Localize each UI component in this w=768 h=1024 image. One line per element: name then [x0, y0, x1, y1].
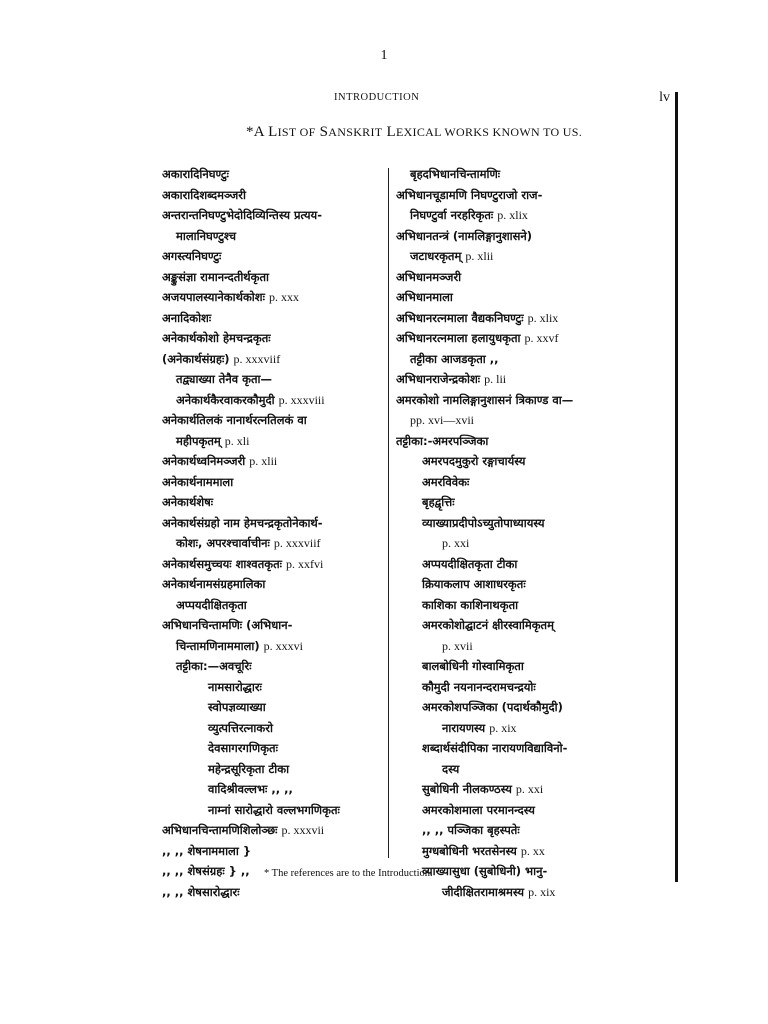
entry-text: अभिधानतन्त्रं (नामलिङ्गानुशासने) [396, 228, 533, 243]
entry-text: अनेकार्थकोशो हेमचन्द्रकृतः [162, 331, 271, 345]
entry-text: अजयपालस्यानेकार्थकोशः [162, 290, 265, 304]
list-entry [396, 369, 676, 390]
entry-text: (अनेकार्थसंग्रहः) [162, 351, 230, 366]
entry-text: अगस्त्यनिघण्टुः [162, 249, 222, 263]
title-cap: A [253, 124, 265, 140]
page-reference: p. xli [224, 433, 250, 448]
list-entry [162, 164, 387, 185]
entry-text: व्याख्याप्रदीपोऽच्युतोपाध्यायस्य [422, 515, 545, 530]
entry-text: अनेकार्थनामसंग्रहमालिका [162, 577, 266, 591]
list-entry [396, 267, 676, 288]
list-entry [396, 677, 676, 698]
list-entry [162, 882, 387, 903]
list-entry [162, 328, 387, 349]
entry-text: दस्य [442, 761, 460, 776]
left-column [162, 164, 387, 902]
entry-text: शब्दार्थसंदीपिका नारायणविद्याविनो- [422, 741, 568, 755]
column-divider [388, 168, 389, 858]
entry-text: अनेकार्थसंग्रहो नाम हेमचन्द्रकृतोनेकार्थ- [162, 515, 323, 530]
entry-text: व्युत्पत्तिरत्नाकरो [208, 720, 273, 735]
entry-text: मुग्धबोधिनी भरतसेनस्य [422, 843, 517, 858]
entry-text: ,, ,, पञ्जिका बृहस्पतेः [422, 823, 520, 837]
list-entry [396, 615, 676, 636]
folio-number: lv [659, 90, 670, 105]
list-entry [396, 287, 676, 308]
right-column [396, 164, 676, 902]
list-entry [396, 861, 676, 882]
list-entry [396, 554, 676, 575]
title-cap: S [319, 124, 329, 140]
entry-text: अभिधानरत्नमाला वैद्यकनिघण्टुः [396, 310, 524, 325]
page-number: 1 [380, 48, 388, 63]
entry-text: सुबोधिनी नीलकण्ठस्य [422, 782, 512, 796]
entry-text: अकारादिनिघण्टुः [162, 167, 229, 181]
list-entry [162, 697, 387, 718]
list-entry [162, 779, 387, 800]
entry-text: अभिधानमाला [396, 290, 453, 304]
list-entry [162, 841, 387, 862]
entry-text: चिन्तामणिनाममाला) [176, 638, 260, 653]
entry-text: देवसागरगणिकृतः [208, 741, 278, 755]
footnote: * The references are to the Introduction. [264, 868, 433, 879]
entry-text: अमरकोशोद्घाटनं क्षीरस्वामिकृतम् [422, 618, 554, 632]
entry-text: अनेकार्थकैरवाकरकौमुदी [176, 392, 275, 407]
page-reference: p. xxxvii [281, 823, 325, 837]
entry-text: अभिधानरत्नमाला हलायुधकृता [396, 331, 521, 345]
list-entry [396, 164, 676, 185]
list-entry [162, 287, 387, 308]
page-reference: p. xix [528, 884, 556, 899]
list-entry [396, 328, 676, 349]
page-reference: p. xlii [465, 249, 494, 263]
list-entry [162, 205, 387, 226]
entry-text: अभिधानचूडामणि निघण्टुराजो राज- [396, 187, 543, 202]
page-reference: p. xx [520, 843, 545, 858]
list-entry [162, 533, 387, 554]
page-reference: p. xxfvi [285, 556, 324, 571]
list-entry [162, 246, 387, 267]
entry-text: मालानिघण्टुश्च [176, 228, 237, 243]
list-entry [396, 431, 676, 452]
page-reference: p. xxx [268, 290, 299, 304]
list-entry [396, 718, 676, 739]
page-reference: p. xxi [515, 782, 544, 796]
list-entry [396, 390, 676, 411]
list-entry [396, 759, 676, 780]
entry-text: तद्व्याख्या तेनैव कृता— [176, 372, 273, 386]
entry-text: अभिधानचिन्तामणिः (अभिधान- [162, 618, 293, 632]
entry-text: ,, ,, शेषनाममाला } [162, 843, 252, 858]
entry-text: ,, ,, शेषसंग्रहः } ,, [162, 864, 250, 878]
list-entry [162, 820, 387, 841]
entry-text: अनेकार्थनाममाला [162, 474, 234, 489]
page-reference: p. xxi [442, 536, 470, 550]
entry-text: जीदीक्षितरामाश्रमस्य [442, 884, 525, 899]
list-entry [396, 841, 676, 862]
entry-text: तट्टीका:—अवचूरिः [176, 659, 252, 673]
entry-text: व्याख्यासुधा (सुबोधिनी) भानु- [422, 864, 548, 878]
entry-text: अनेकार्थध्वनिमञ्जरी [162, 454, 246, 468]
list-entry [396, 595, 676, 616]
list-entry [162, 513, 387, 534]
list-entry [396, 574, 676, 595]
page-reference: p. lii [484, 372, 507, 386]
list-entry [396, 820, 676, 841]
list-entry [396, 246, 676, 267]
list-entry [396, 349, 676, 370]
entry-text: काशिका काशिनाथकृता [422, 597, 519, 612]
list-entry [162, 451, 387, 472]
list-entry [162, 492, 387, 513]
page-reference: p. xxxvi [263, 638, 304, 653]
entry-text: अप्पयदीक्षितकृता टीका [422, 556, 518, 571]
list-entry [162, 226, 387, 247]
entry-text: अमरकोशो नामलिङ्गानुशासनं त्रिकाण्ड वा— [396, 392, 574, 407]
entry-text: निघण्टुर्वा नरहरिकृतः [410, 208, 494, 222]
entry-text: नारायणस्य [442, 720, 486, 735]
list-entry [162, 472, 387, 493]
list-entry [162, 267, 387, 288]
list-entry [162, 615, 387, 636]
list-entry [396, 451, 676, 472]
page-reference: p. xlix [497, 208, 528, 222]
title-cap: L [268, 124, 278, 140]
page-reference: p. xlii [249, 454, 278, 468]
entry-text: बृहद्वृत्तिः [422, 495, 455, 509]
entry-text: अनादिकोशः [162, 310, 212, 325]
page-reference: pp. xvi—xvii [410, 413, 475, 427]
list-entry [396, 779, 676, 800]
list-entry [162, 656, 387, 677]
entry-text: महीपकृतम् [176, 433, 221, 448]
list-entry [162, 595, 387, 616]
list-entry [162, 308, 387, 329]
entry-text: कौमुदी नयनानन्दरामचन्द्रयोः [422, 679, 536, 694]
entry-text: अभिधानमञ्जरी [396, 269, 462, 284]
entry-text: अङ्कुसंज्ञा रामानन्दतीर्थकृता [162, 269, 270, 284]
list-entry [162, 390, 387, 411]
title-smallcaps: EXICAL WORKS KNOWN TO US. [395, 125, 582, 139]
list-entry [162, 410, 387, 431]
page-reference: p. xxxviif [273, 536, 321, 550]
list-entry [162, 738, 387, 759]
list-title [150, 124, 678, 141]
page-reference: p. xxxviii [278, 392, 325, 407]
entry-text: वादिश्रीवल्लभः ,, ,, [208, 782, 293, 796]
list-entry [396, 410, 676, 431]
entry-text: अभिधानराजेन्द्रकोशः [396, 372, 481, 386]
entry-text: अमरपदमुकुरो रङ्गाचार्यस्य [422, 454, 526, 468]
list-entry [162, 369, 387, 390]
entry-text: जटाधरकृतम् [410, 249, 462, 263]
list-entry [396, 800, 676, 821]
title-star: * [245, 124, 254, 140]
list-entry [162, 554, 387, 575]
list-entry [396, 656, 676, 677]
list-entry [396, 226, 676, 247]
list-entry [396, 513, 676, 534]
list-entry [396, 738, 676, 759]
entry-text: तट्टीका आजडकृता ,, [410, 351, 499, 366]
title-cap: L [386, 124, 396, 140]
list-entry [162, 349, 387, 370]
entry-text: नामसारोद्धारः [208, 679, 262, 694]
page-reference: p. xix [489, 720, 517, 735]
title-smallcaps: ANSKRIT [328, 125, 383, 139]
entry-text: स्वोपज्ञव्याख्या [208, 700, 266, 714]
list-entry [162, 636, 387, 657]
entry-text: अन्तरान्तनिघण्टुभेदोदिव्यिन्तिस्य प्रत्यय- [162, 208, 323, 222]
page-reference: p. xxxviif [233, 351, 281, 366]
running-head: INTRODUCTION [334, 92, 420, 103]
entry-text: अनेकार्थसमुच्चयः शाश्वतकृतः [162, 556, 282, 571]
page-reference: p. xvii [442, 638, 473, 653]
entry-text: अकारादिशब्दमञ्जरी [162, 187, 246, 202]
list-entry [162, 431, 387, 452]
entry-text: अमरकोशमाला परमानन्दस्य [422, 802, 535, 817]
list-entry [396, 882, 676, 903]
entry-text: अमरविवेकः [422, 474, 470, 489]
title-smallcaps: IST OF [277, 125, 316, 139]
list-entry [162, 677, 387, 698]
list-entry [162, 574, 387, 595]
list-entry [396, 697, 676, 718]
entry-text: क्रियाकलाप आशाधरकृतः [422, 577, 526, 591]
entry-text: महेन्द्रसूरिकृता टीका [208, 761, 290, 776]
list-entry [396, 308, 676, 329]
list-entry [396, 492, 676, 513]
entry-text: अभिधानचिन्तामणिशिलोञ्छः [162, 823, 278, 837]
list-entry [162, 185, 387, 206]
entry-text: अप्पयदीक्षितकृता [176, 597, 247, 612]
entry-text: कोशः, अपरश्चार्वाचीनः [176, 536, 270, 550]
list-entry [162, 759, 387, 780]
scanned-page [150, 82, 678, 899]
list-entry [396, 205, 676, 226]
list-entry [162, 800, 387, 821]
list-entry [162, 718, 387, 739]
list-entry [396, 636, 676, 657]
entry-text: ,, ,, शेषसारोद्धारः [162, 884, 240, 899]
list-entry [396, 472, 676, 493]
entry-text: अमरकोशपञ्जिका (पदार्थकौमुदी) [422, 700, 563, 714]
page-reference: p. xxvf [524, 331, 559, 345]
entry-text: बालबोधिनी गोस्वामिकृता [422, 659, 524, 673]
list-entry [396, 185, 676, 206]
entry-text: तट्टीका:-अमरपञ्जिका [396, 433, 489, 448]
entry-text: नाम्नां सारोद्धारो वल्लभगणिकृतः [208, 802, 340, 817]
entry-text: अनेकार्थशेषः [162, 495, 214, 509]
entry-text: अनेकार्थतिलकं नानार्थरत्नतिलकं वा [162, 413, 307, 427]
list-entry [396, 533, 676, 554]
entry-text: बृहदभिधानचिन्तामणिः [410, 167, 501, 181]
page-reference: p. xlix [527, 310, 559, 325]
